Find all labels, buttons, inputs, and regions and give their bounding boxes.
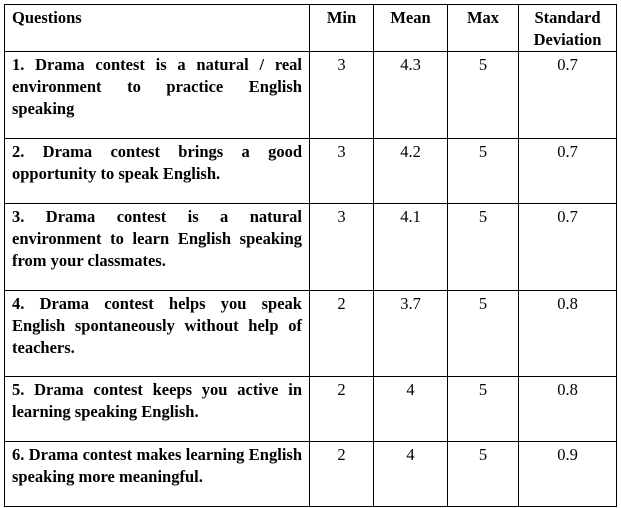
min-cell: 2 bbox=[310, 291, 374, 377]
min-cell: 3 bbox=[310, 139, 374, 204]
question-cell: 3. Drama contest is a natural environment to learn English speaking from your classmates. bbox=[5, 204, 310, 291]
header-standard-deviation: Standard Deviation bbox=[519, 5, 617, 52]
table-row bbox=[5, 52, 617, 139]
min-cell: 2 bbox=[310, 442, 374, 507]
survey-results-table bbox=[4, 4, 617, 507]
header-max: Max bbox=[448, 5, 519, 52]
header-questions: Questions bbox=[5, 5, 310, 52]
header-mean: Mean bbox=[374, 5, 448, 52]
table-row bbox=[5, 204, 617, 291]
table-header-row bbox=[5, 5, 617, 52]
max-cell: 5 bbox=[448, 139, 519, 204]
mean-cell: 4.2 bbox=[374, 139, 448, 204]
mean-cell: 4 bbox=[374, 377, 448, 442]
min-cell: 3 bbox=[310, 204, 374, 291]
max-cell: 5 bbox=[448, 291, 519, 377]
table-row bbox=[5, 291, 617, 377]
question-cell: 2. Drama contest brings a good opportunity to speak English. bbox=[5, 139, 310, 204]
mean-cell: 4.3 bbox=[374, 52, 448, 139]
sd-cell: 0.8 bbox=[519, 377, 617, 442]
mean-cell: 3.7 bbox=[374, 291, 448, 377]
max-cell: 5 bbox=[448, 204, 519, 291]
mean-cell: 4 bbox=[374, 442, 448, 507]
min-cell: 3 bbox=[310, 52, 374, 139]
max-cell: 5 bbox=[448, 52, 519, 139]
table-row bbox=[5, 442, 617, 507]
question-cell: 1. Drama contest is a natural / real environment to practice English speaking bbox=[5, 52, 310, 139]
max-cell: 5 bbox=[448, 442, 519, 507]
header-min: Min bbox=[310, 5, 374, 52]
table-row bbox=[5, 139, 617, 204]
min-cell: 2 bbox=[310, 377, 374, 442]
max-cell: 5 bbox=[448, 377, 519, 442]
question-cell: 5. Drama contest keeps you active in learning speaking English. bbox=[5, 377, 310, 442]
sd-cell: 0.7 bbox=[519, 52, 617, 139]
table-row bbox=[5, 377, 617, 442]
sd-cell: 0.9 bbox=[519, 442, 617, 507]
sd-cell: 0.7 bbox=[519, 204, 617, 291]
question-cell: 6. Drama contest makes learning English speaking more meaningful. bbox=[5, 442, 310, 507]
sd-cell: 0.8 bbox=[519, 291, 617, 377]
question-cell: 4. Drama contest helps you speak English spontaneously without help of teachers. bbox=[5, 291, 310, 377]
mean-cell: 4.1 bbox=[374, 204, 448, 291]
sd-cell: 0.7 bbox=[519, 139, 617, 204]
